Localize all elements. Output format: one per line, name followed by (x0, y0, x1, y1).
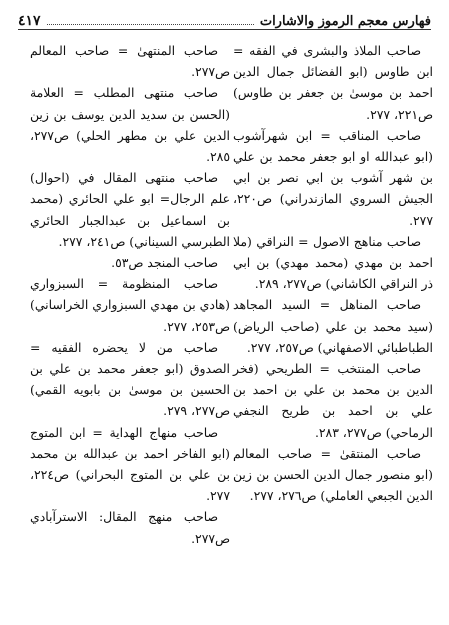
index-entry: صاحب المنتخب = الطريحي (فخر الدين بن محمد بن علي بن احمد بن علي بن احمد بن طريح النجفي الرماحي) ص٢٧٧، ٢٨٣. (233, 361, 433, 440)
index-entry: صاحب منهج المقال: الاسترآبادي ص٢٧٧. (30, 509, 230, 546)
header-dot-leader (47, 23, 254, 25)
right-column (233, 40, 433, 506)
index-entry: صاحب منهاج الهداية = ابن المتوج (ابو الفاخر احمد بن عبدالله بن محمد بن علي بن المتوج البحراني) ص٢٢٤، ٢٧٧. (30, 424, 230, 504)
index-entry: صاحب منتهى المطلب = العلامة (الحسن بن سديد الدين يوسف بن زين الدين علي بن مطهر الحلي) ص٢٧٧، ٢٨٥. (30, 85, 230, 165)
page-number: ٤١٧ (18, 13, 41, 29)
left-column (30, 40, 230, 549)
index-entry: صاحب مناهج الاصول = النراقي (ملا احمد بن مهدي (محمد مهدي) بن ابي ذر النراقي الكاشاني) ص٢٧٧، ٢٨٩. (233, 233, 433, 292)
index-entry: صاحب المنتهىٰ = صاحب المعالم ص٢٧٧. (30, 43, 230, 80)
index-entry: صاحب المنظومة = السبزواري (هادي بن مهدي السبزواري الخراساني) ص٢٥٣، ٢٧٧. (30, 276, 230, 334)
index-entry: صاحب من لا يحضره الفقيه = الصدوق (ابو جعفر محمد بن علي بن الحسين بن موسىٰ بن بابويه القمي) ص٢٧٧، ٢٧٩. (30, 339, 230, 419)
index-entry: صاحب المنجد ص٥٣. (111, 255, 218, 271)
index-entry: صاحب الملاذ والبشرى في الفقه = ابن طاوس (ابو الفضائل جمال الدين احمد بن موسىٰ بن جعفر بن طاوس) ص٢٢١، ٢٧٧. (233, 43, 433, 122)
index-entry: صاحب المناهل = السيد المجاهد (سيد محمد بن علي (صاحب الرياض) الطباطبائي الاصفهاني) ص٢٥٧، ٢٧٧. (233, 297, 433, 355)
running-header (18, 7, 431, 30)
index-entry: صاحب المنتقىٰ = صاحب المعالم (ابو منصور جمال الدين الحسن بن زين الدين الجبعي العاملي) ص٢٧٦، ٢٧٧. (233, 445, 433, 504)
index-entry: صاحب منتهى المقال في (احوال) علم الرجال= ابو علي الحائري (محمد بن اسماعيل بن عبدالجبار الحائري الطبرسي السيناني) ص٢٤١، ٢٧٧. (30, 170, 230, 249)
index-entry: صاحب المناقب = ابن شهرآشوب (ابو عبدالله او ابو جعفر محمد بن علي بن شهر آشوب بن ابي نصر بن ابي الجيش السروي المازندراني) ص٢٢٠، ٢٧٧. (233, 127, 433, 228)
header-title: فهارس معجم الرموز والاشارات (259, 14, 431, 29)
